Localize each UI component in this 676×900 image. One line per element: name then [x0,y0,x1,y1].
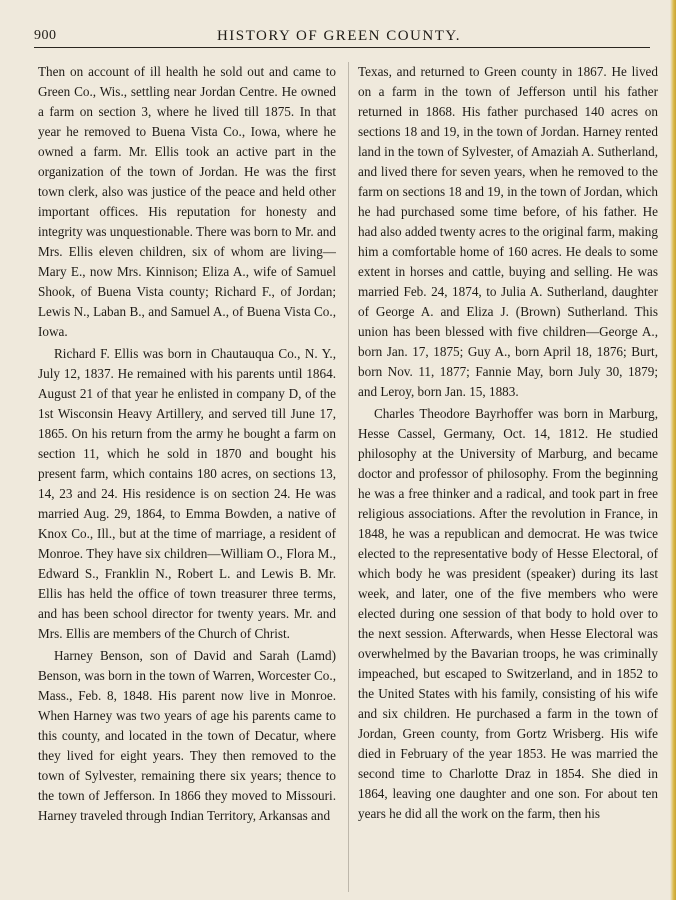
left-column [38,62,336,892]
paragraph-benson-continued: Texas, and returned to Green county in 1867. He lived on a farm in the town of Jefferson until his father returned in 1868. His father purchased 140 acres on sections 18 and 19, in the town of Jordan. Harney rented land in the town of Sylvester, of Amaziah A. Sutherland, and lived there for seven years, when he removed to the farm on sections 18 and 19, in the town of Jordan, which he had purchased some time before, of his father. He had also added twenty acres to the original farm, making him a comfortable home of 160 acres. He deals to some extent in horses and cattle, buying and selling. He was married Feb. 24, 1874, to Julia A. Sutherland, daughter of George A. and Eliza J. (Brown) Sutherland. This union has been blessed with five children—George A., born Jan. 17, 1875; Guy A., born April 18, 1876; Burt, born Nov. 11, 1877; Fannie May, born July 30, 1879; and Leroy, born Jan. 15, 1883. [358,64,658,399]
running-title: HISTORY OF GREEN COUNTY. [216,28,462,44]
paragraph-ellis-family: Then on account of ill health he sold out and came to Green Co., Wis., settling near Jordan Centre. He owned a farm on section 3, where he lived till 1875. In that year he removed to Buena Vista Co., Iowa, where he owned a farm. Mr. Ellis took an active part in the organization of the town of Jordan. He was the first town clerk, also was justice of the peace and held other important offices. His reputation for honesty and integrity was unquestionable. There was born to Mr. and Mrs. Ellis eleven children, six of whom are living—Mary E., now Mrs. Kinnison; Eliza A., wife of Samuel Shook, of Buena Vista county; Richard F., of Jordan; Lewis N., Laban B., and Samuel A., of Buena Vista Co., Iowa. [38,64,336,339]
paragraph-bayrhoffer: Charles Theodore Bayrhoffer was born in Marburg, Hesse Cassel, Germany, Oct. 14, 1812. He studied philosophy at the University of Marburg, and became doctor and professor of philosophy. From the beginning he was a free thinker and a radical, and took part in free religious associations. After the revolution in France, in 1848, he was a republican and democrat. He was twice elected to the representative body of Hesse Electoral, of which body he was president (speaker) during its last week, and later, one of the five members who were elected during one session of that body to hold over to the next session. Afterwards, when Hesse Electoral was overwhelmed by the Bavarian troops, he was criminally impeached, but escaped to Switzerland, and in 1852 to the United States with his family, consisting of his wife and six children. He purchased a farm in the town of Jordan, Green county, from Gortz Wrisberg. His wife died in February of the year 1853. He was married the second time to Charlotte Draz in 1854. She died in 1864, leaving one daughter and one son. For about ten years he did all the work on the farm, then his [358,406,658,821]
column-divider [348,62,349,892]
header-rule [34,47,650,48]
page-edge [670,0,676,900]
right-column [358,62,658,892]
page-number: 900 [34,28,57,43]
paragraph-harney-benson: Harney Benson, son of David and Sarah (Lamd) Benson, was born in the town of Warren, Worcester Co., Mass., Feb. 8, 1848. His parent now live in Monroe. When Harney was two years of age his parents came to this county, and located in the town of Decatur, where they lived for eight years. They then removed to the town of Sylvester, remaining there six years; thence to the town of Jefferson. In 1866 they moved to Missouri. Harney traveled through Indian Territory, Arkansas and [38,648,336,823]
paragraph-richard-ellis: Richard F. Ellis was born in Chautauqua Co., N. Y., July 12, 1837. He remained with his parents until 1864. August 21 of that year he enlisted in company D, of the 1st Wisconsin Heavy Artillery, and served till June 17, 1865. On his return from the army he bought a farm on section 11, which he sold in 1870 and bought his present farm, which contains 180 acres, on sections 13, 14, 23 and 24. His residence is on section 24. He was married Aug. 29, 1864, to Emma Bowden, a native of Knox Co., Ill., but at the time of marriage, a resident of Monroe. They have six children—William O., Flora M., Edward S., Franklin N., Robert L. and Lewis B. Mr. Ellis has held the office of town treasurer three terms, and has been school director for twenty years. Mr. and Mrs. Ellis are members of the Church of Christ. [38,346,336,641]
